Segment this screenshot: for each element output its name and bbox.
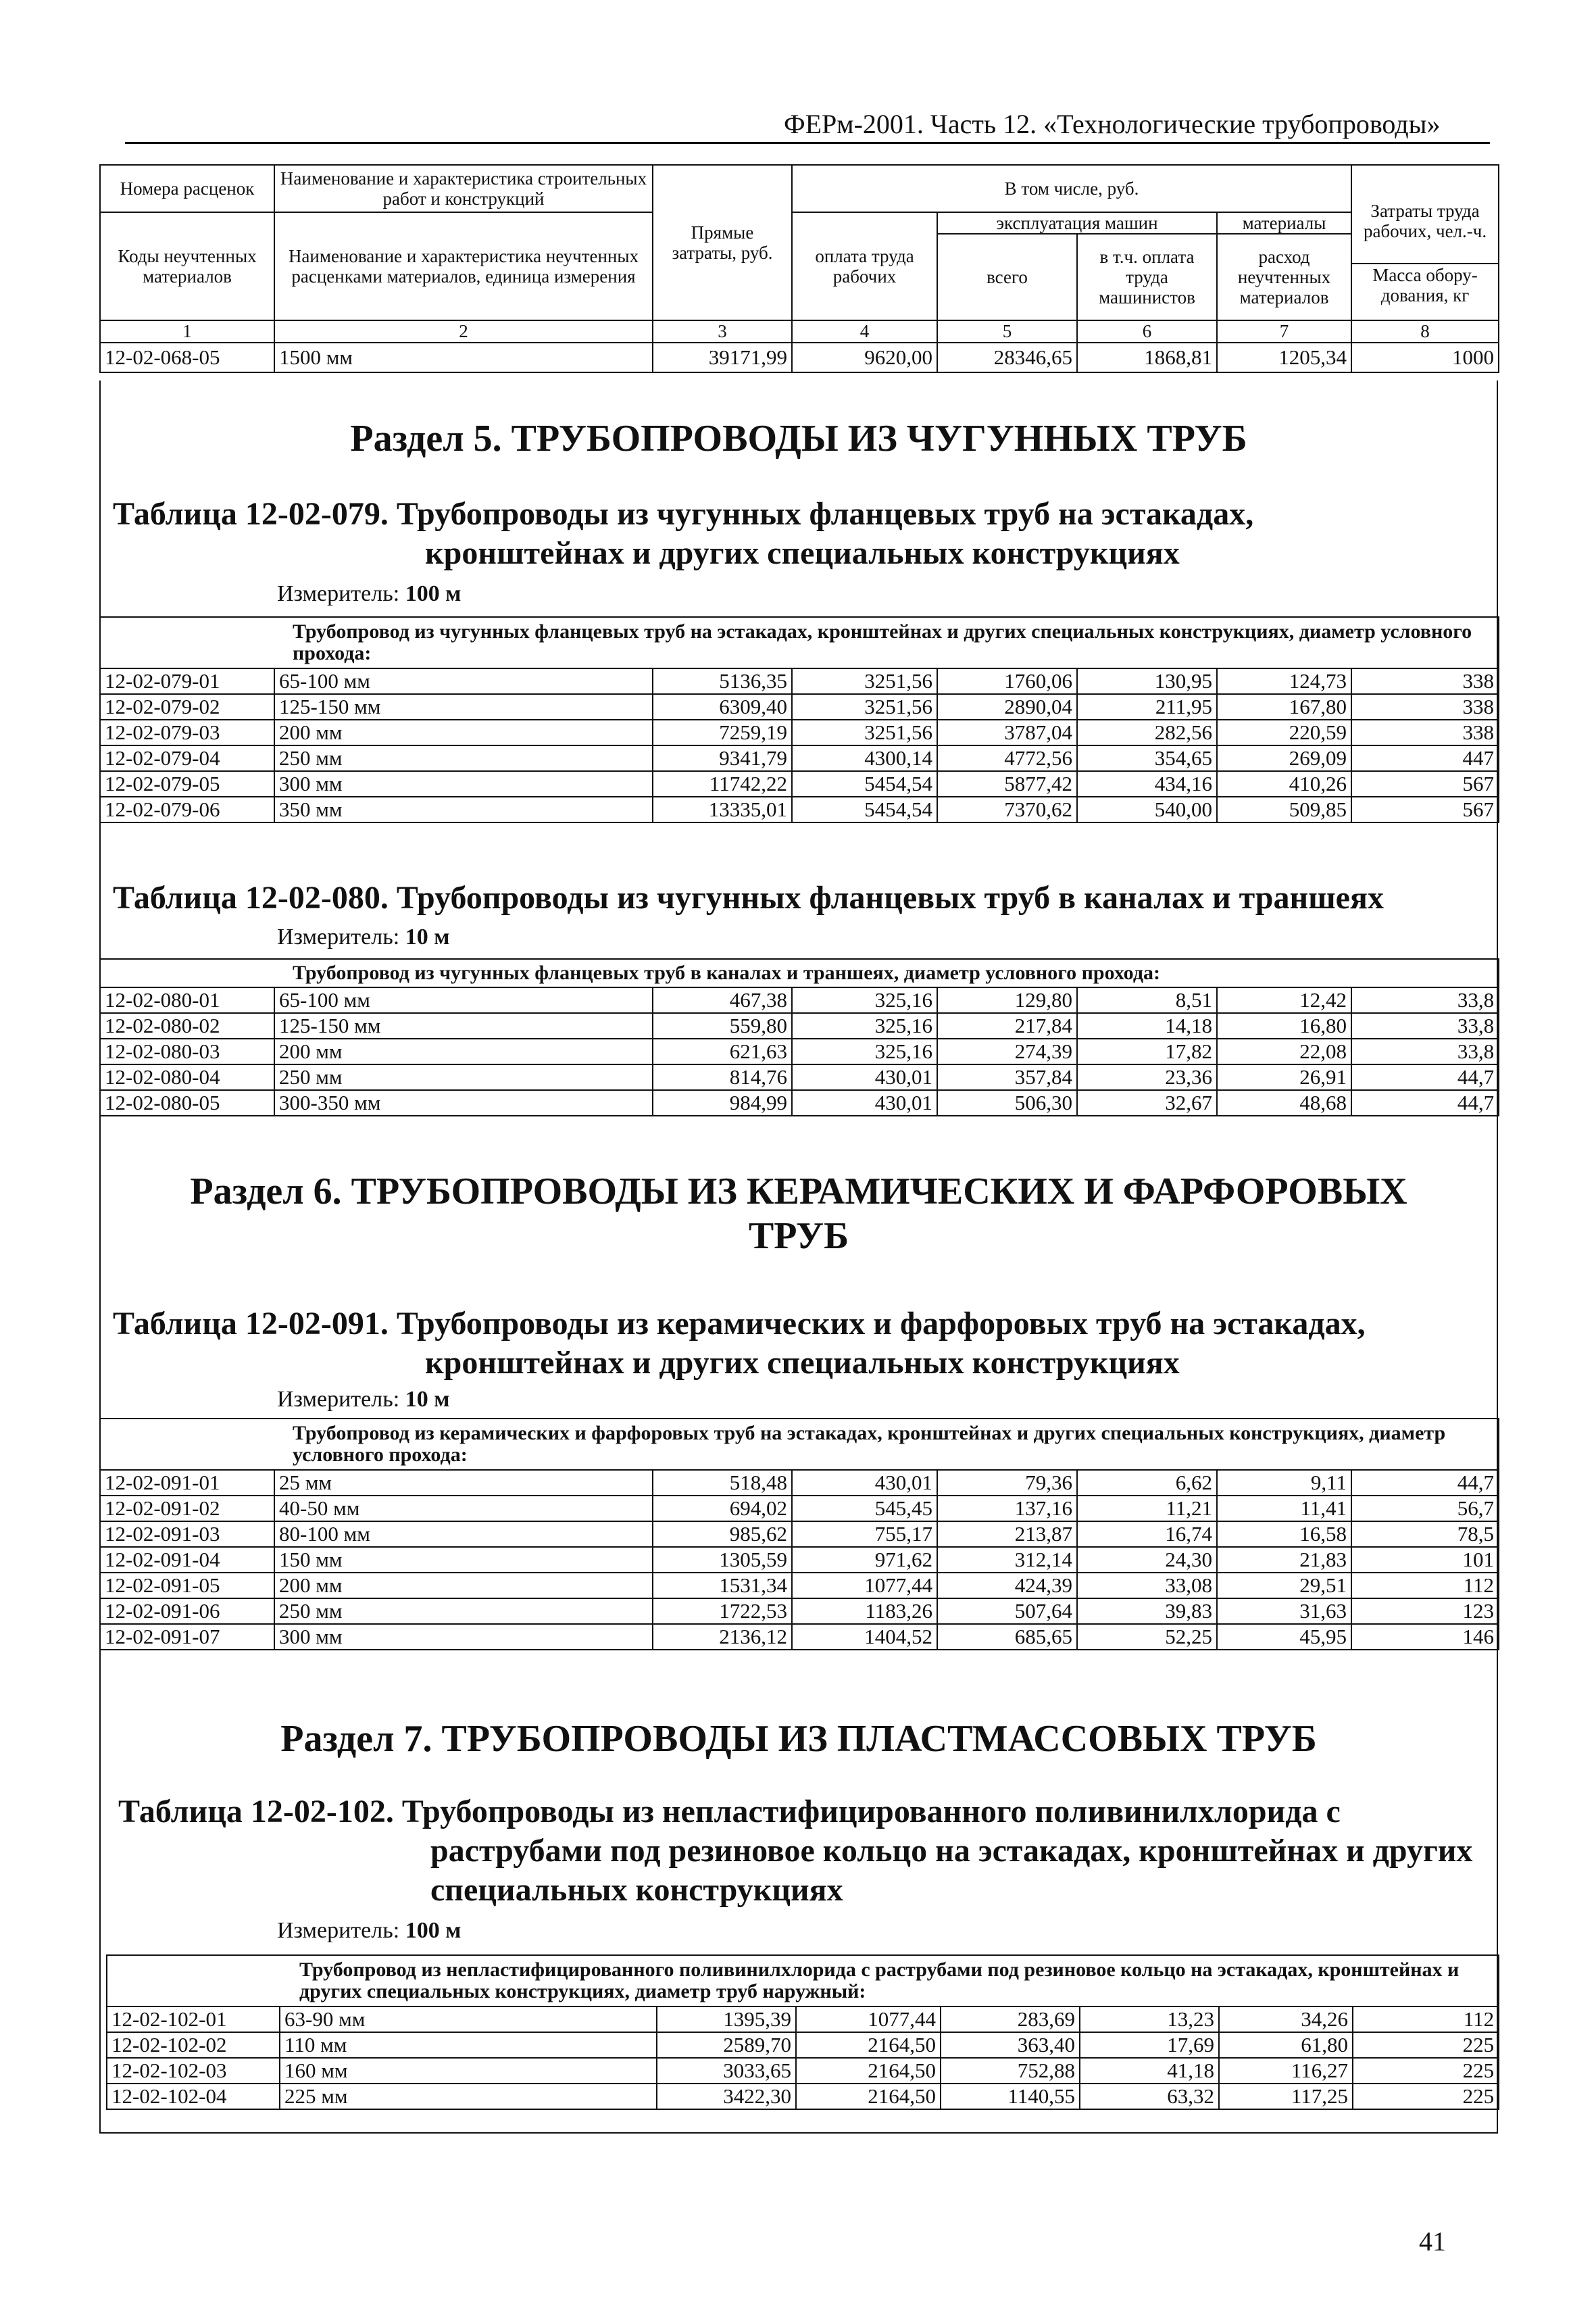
- cell-labor: 3251,56: [792, 694, 937, 720]
- cell-machines: 274,39: [937, 1039, 1077, 1064]
- cell-labor: 9620,00: [792, 343, 937, 372]
- cell-name: 200 мм: [274, 1573, 653, 1598]
- cell-hours: 112: [1353, 2007, 1499, 2032]
- cell-operators: 41,18: [1080, 2058, 1219, 2084]
- cell-direct: 2589,70: [657, 2032, 796, 2058]
- table-102-title-line3: специальных конструкциях: [430, 1872, 843, 1908]
- cell-direct: 467,38: [653, 987, 792, 1013]
- cell-code: 12-02-091-03: [100, 1521, 274, 1547]
- cell-materials: 31,63: [1217, 1598, 1351, 1624]
- cell-operators: 130,95: [1077, 668, 1217, 694]
- cell-code: 12-02-091-02: [100, 1496, 274, 1521]
- cell-machines: 752,88: [941, 2058, 1080, 2084]
- cell-hours: 112: [1351, 1573, 1499, 1598]
- head-c5: всего: [937, 234, 1077, 320]
- cell-operators: 33,08: [1077, 1573, 1217, 1598]
- unit-label: Измеритель:: [277, 925, 400, 950]
- table-102: [106, 1954, 1499, 2110]
- cell-labor: 1183,26: [792, 1598, 937, 1624]
- cell-labor: 1077,44: [792, 1573, 937, 1598]
- cell-materials: 11,41: [1217, 1496, 1351, 1521]
- cell-machines: 363,40: [941, 2032, 1080, 2058]
- table-row: [107, 2084, 1499, 2109]
- cell-operators: 14,18: [1077, 1013, 1217, 1039]
- table-091-unit: [277, 1387, 449, 1412]
- cell-labor: 2164,50: [796, 2084, 941, 2109]
- cell-direct: 13335,01: [653, 797, 792, 822]
- table-080-label: Таблица 12-02-080.: [113, 880, 389, 916]
- cell-hours: 225: [1353, 2058, 1499, 2084]
- cell-name: 300-350 мм: [274, 1090, 653, 1116]
- table-079: [99, 616, 1499, 823]
- cell-direct: 39171,99: [653, 343, 792, 372]
- cell-hours: 78,5: [1351, 1521, 1499, 1547]
- cell-operators: 16,74: [1077, 1521, 1217, 1547]
- table-102-title: [118, 1792, 1472, 1910]
- cell-code: 12-02-079-01: [100, 668, 274, 694]
- page-number: 41: [1419, 2226, 1446, 2257]
- cell-operators: 8,51: [1077, 987, 1217, 1013]
- cell-operators: 52,25: [1077, 1624, 1217, 1650]
- cell-direct: 9341,79: [653, 745, 792, 771]
- section-6-title: [99, 1169, 1498, 1258]
- cell-labor: 5454,54: [792, 797, 937, 822]
- cell-code: 12-02-079-06: [100, 797, 274, 822]
- cell-materials: 269,09: [1217, 745, 1351, 771]
- colnum-1: 1: [100, 320, 274, 343]
- head-incl: В том числе, руб.: [792, 165, 1351, 212]
- cell-direct: 1722,53: [653, 1598, 792, 1624]
- cell-name: 125-150 мм: [274, 1013, 653, 1039]
- cell-materials: 509,85: [1217, 797, 1351, 822]
- cell-machines: 28346,65: [937, 343, 1077, 372]
- cell-hours: 101: [1351, 1547, 1499, 1573]
- cell-direct: 5136,35: [653, 668, 792, 694]
- table-079-label: Таблица 12-02-079.: [113, 496, 389, 532]
- unit-label: Измеритель:: [277, 1918, 400, 1943]
- cell-direct: 559,80: [653, 1013, 792, 1039]
- cell-code: 12-02-102-02: [107, 2032, 280, 2058]
- cell-direct: 694,02: [653, 1496, 792, 1521]
- head-c2-top: Наименование и характеристика строительных работ и конструкций: [274, 165, 653, 212]
- cell-materials: 21,83: [1217, 1547, 1351, 1573]
- cell-labor: 2164,50: [796, 2032, 941, 2058]
- head-c8-bot: Масса обору-дования, кг: [1372, 264, 1478, 305]
- cell-materials: 12,42: [1217, 987, 1351, 1013]
- cell-materials: 116,27: [1219, 2058, 1353, 2084]
- cell-labor: 3251,56: [792, 668, 937, 694]
- cell-operators: 354,65: [1077, 745, 1217, 771]
- cell-direct: 1395,39: [657, 2007, 796, 2032]
- cell-machines: 685,65: [937, 1624, 1077, 1650]
- table-079-caption: Трубопровод из чугунных фланцевых труб на эстакадах, кронштейнах и других специальных конструкциях, диаметр условного прохода:: [100, 617, 1499, 668]
- colnum-8: 8: [1351, 320, 1499, 343]
- cell-name: 200 мм: [274, 1039, 653, 1064]
- cell-hours: 338: [1351, 720, 1499, 745]
- head-c3: Прямые затраты, руб.: [653, 165, 792, 320]
- cell-code: 12-02-079-05: [100, 771, 274, 797]
- cell-hours: 567: [1351, 797, 1499, 822]
- cell-code: 12-02-079-02: [100, 694, 274, 720]
- cell-materials: 22,08: [1217, 1039, 1351, 1064]
- cell-name: 160 мм: [280, 2058, 657, 2084]
- table-row: [100, 745, 1499, 771]
- table-row: [107, 2032, 1499, 2058]
- table-102-label: Таблица 12-02-102.: [118, 1794, 394, 1829]
- cell-labor: 545,45: [792, 1496, 937, 1521]
- cell-code: 12-02-080-04: [100, 1064, 274, 1090]
- cell-direct: 1305,59: [653, 1547, 792, 1573]
- cell-hours: 146: [1351, 1624, 1499, 1650]
- cell-materials: 9,11: [1217, 1470, 1351, 1496]
- cell-name: 150 мм: [274, 1547, 653, 1573]
- head-c8-top: Затраты труда рабочих, чел.-ч.: [1352, 180, 1498, 264]
- table-row: [100, 668, 1499, 694]
- unit-value: 10 м: [405, 925, 450, 950]
- cell-machines: 137,16: [937, 1496, 1077, 1521]
- cell-machines: 5877,42: [937, 771, 1077, 797]
- table-row: [100, 1470, 1499, 1496]
- cell-materials: 29,51: [1217, 1573, 1351, 1598]
- head-expl: эксплуатация машин: [937, 212, 1217, 234]
- table-091-title: [113, 1304, 1366, 1383]
- cell-name: 65-100 мм: [274, 987, 653, 1013]
- cell-machines: 217,84: [937, 1013, 1077, 1039]
- cell-materials: 1205,34: [1217, 343, 1351, 372]
- table-079-title: [113, 495, 1253, 573]
- cell-operators: 63,32: [1080, 2084, 1219, 2109]
- cell-operators: 13,23: [1080, 2007, 1219, 2032]
- cell-name: 80-100 мм: [274, 1521, 653, 1547]
- table-091: [99, 1418, 1499, 1650]
- table-079-title-line1: Трубопроводы из чугунных фланцевых труб на эстакадах,: [396, 496, 1254, 532]
- cell-labor: 971,62: [792, 1547, 937, 1573]
- cell-operators: 1868,81: [1077, 343, 1217, 372]
- colnum-4: 4: [792, 320, 937, 343]
- cell-machines: 283,69: [941, 2007, 1080, 2032]
- section-5-title: Раздел 5. ТРУБОПРОВОДЫ ИЗ ЧУГУННЫХ ТРУБ: [350, 418, 1247, 460]
- table-row: [100, 1064, 1499, 1090]
- cell-hours: 338: [1351, 668, 1499, 694]
- table-080: [99, 958, 1499, 1116]
- cell-direct: 3422,30: [657, 2084, 796, 2109]
- table-079-title-line2: кронштейнах и других специальных конструкциях: [425, 535, 1180, 571]
- unit-label: Измеритель:: [277, 1387, 400, 1412]
- table-row: [100, 1496, 1499, 1521]
- cell-machines: 2890,04: [937, 694, 1077, 720]
- cell-labor: 1404,52: [792, 1624, 937, 1650]
- table-080-title-line1: Трубопроводы из чугунных фланцевых труб в каналах и траншеях: [396, 880, 1384, 916]
- cell-hours: 33,8: [1351, 987, 1499, 1013]
- cell-direct: 6309,40: [653, 694, 792, 720]
- unit-label: Измеритель:: [277, 581, 400, 606]
- cell-materials: 410,26: [1217, 771, 1351, 797]
- head-c1-bot: Коды неучтенных материалов: [100, 212, 274, 320]
- cell-machines: 424,39: [937, 1573, 1077, 1598]
- cell-code: 12-02-102-01: [107, 2007, 280, 2032]
- table-102-caption: Трубопровод из непластифицированного поливинилхлорида с раструбами под резиновое кольцо на эстакадах, кронштейнах и других специальных конструкциях, диаметр труб наружный:: [107, 1955, 1499, 2007]
- cell-name: 125-150 мм: [274, 694, 653, 720]
- table-row: [100, 797, 1499, 822]
- cell-direct: 11742,22: [653, 771, 792, 797]
- table-091-label: Таблица 12-02-091.: [113, 1306, 389, 1341]
- cell-materials: 45,95: [1217, 1624, 1351, 1650]
- cell-code: 12-02-102-03: [107, 2058, 280, 2084]
- head-c6: в т.ч. оплата труда машинистов: [1077, 234, 1217, 320]
- cell-materials: 124,73: [1217, 668, 1351, 694]
- cell-labor: 325,16: [792, 1039, 937, 1064]
- cell-labor: 430,01: [792, 1064, 937, 1090]
- section-6-title-line2: ТРУБ: [748, 1215, 849, 1257]
- cell-direct: 1531,34: [653, 1573, 792, 1598]
- cell-name: 63-90 мм: [280, 2007, 657, 2032]
- cell-labor: 2164,50: [796, 2058, 941, 2084]
- cell-operators: 39,83: [1077, 1598, 1217, 1624]
- cell-operators: 32,67: [1077, 1090, 1217, 1116]
- cell-operators: 23,36: [1077, 1064, 1217, 1090]
- cell-materials: 48,68: [1217, 1090, 1351, 1116]
- cell-machines: 507,64: [937, 1598, 1077, 1624]
- table-080-caption: Трубопровод из чугунных фланцевых труб в каналах и траншеях, диаметр условного прохода:: [100, 959, 1499, 987]
- cell-hours: 225: [1353, 2032, 1499, 2058]
- cell-labor: 1077,44: [796, 2007, 941, 2032]
- colnum-5: 5: [937, 320, 1077, 343]
- head-mat: материалы: [1217, 212, 1351, 234]
- cell-direct: 7259,19: [653, 720, 792, 745]
- table-row: [100, 1547, 1499, 1573]
- table-row: [100, 720, 1499, 745]
- table-091-title-line1: Трубопроводы из керамических и фарфоровых труб на эстакадах,: [396, 1306, 1366, 1341]
- cell-machines: 79,36: [937, 1470, 1077, 1496]
- table-row: [100, 1624, 1499, 1650]
- cell-name: 1500 мм: [274, 343, 653, 372]
- cell-code: 12-02-091-01: [100, 1470, 274, 1496]
- cell-direct: 2136,12: [653, 1624, 792, 1650]
- unit-value: 100 м: [405, 581, 462, 606]
- cell-labor: 325,16: [792, 1013, 937, 1039]
- cell-direct: 985,62: [653, 1521, 792, 1547]
- cell-code: 12-02-079-03: [100, 720, 274, 745]
- cell-name: 250 мм: [274, 1064, 653, 1090]
- cell-machines: 357,84: [937, 1064, 1077, 1090]
- cell-operators: 11,21: [1077, 1496, 1217, 1521]
- cell-hours: 225: [1353, 2084, 1499, 2109]
- cell-hours: 447: [1351, 745, 1499, 771]
- cell-code: 12-02-080-03: [100, 1039, 274, 1064]
- cell-labor: 3251,56: [792, 720, 937, 745]
- table-row: [100, 1090, 1499, 1116]
- cell-labor: 5454,54: [792, 771, 937, 797]
- cell-hours: 33,8: [1351, 1039, 1499, 1064]
- cell-machines: 129,80: [937, 987, 1077, 1013]
- head-c2-bot: Наименование и характеристика неучтенных расценками материалов, единица измерения: [274, 212, 653, 320]
- head-c1-top: Номера расценок: [100, 165, 274, 212]
- unit-value: 100 м: [405, 1918, 462, 1943]
- cell-name: 65-100 мм: [274, 668, 653, 694]
- cell-direct: 814,76: [653, 1064, 792, 1090]
- cell-direct: 621,63: [653, 1039, 792, 1064]
- table-row: [100, 343, 1499, 372]
- table-row: [107, 2007, 1499, 2032]
- section-7-title: Раздел 7. ТРУБОПРОВОДЫ ИЗ ПЛАСТМАССОВЫХ ТРУБ: [280, 1718, 1317, 1760]
- head-c7: расход неучтенных материалов: [1217, 234, 1351, 320]
- head-c4: оплата труда рабочих: [792, 212, 937, 320]
- cell-materials: 117,25: [1219, 2084, 1353, 2109]
- cell-direct: 3033,65: [657, 2058, 796, 2084]
- cell-name: 350 мм: [274, 797, 653, 822]
- cell-machines: 3787,04: [937, 720, 1077, 745]
- cell-code: 12-02-080-02: [100, 1013, 274, 1039]
- cell-code: 12-02-068-05: [100, 343, 274, 372]
- cell-materials: 16,58: [1217, 1521, 1351, 1547]
- section-6-title-line1: Раздел 6. ТРУБОПРОВОДЫ ИЗ КЕРАМИЧЕСКИХ И ФАРФОРОВЫХ: [190, 1171, 1407, 1212]
- cell-code: 12-02-102-04: [107, 2084, 280, 2109]
- cell-machines: 4772,56: [937, 745, 1077, 771]
- cell-direct: 518,48: [653, 1470, 792, 1496]
- cell-materials: 61,80: [1219, 2032, 1353, 2058]
- table-091-caption: Трубопровод из керамических и фарфоровых труб на эстакадах, кронштейнах и других специальных конструкциях, диаметр условного прохода:: [100, 1419, 1499, 1470]
- cell-operators: 6,62: [1077, 1470, 1217, 1496]
- cell-operators: 540,00: [1077, 797, 1217, 822]
- cell-labor: 4300,14: [792, 745, 937, 771]
- cell-name: 200 мм: [274, 720, 653, 745]
- table-102-unit: [277, 1918, 461, 1944]
- cell-materials: 34,26: [1219, 2007, 1353, 2032]
- table-row: [100, 1013, 1499, 1039]
- cell-hours: 44,7: [1351, 1470, 1499, 1496]
- cell-name: 25 мм: [274, 1470, 653, 1496]
- cell-operators: 434,16: [1077, 771, 1217, 797]
- colnum-7: 7: [1217, 320, 1351, 343]
- cell-hours: 44,7: [1351, 1090, 1499, 1116]
- cell-name: 225 мм: [280, 2084, 657, 2109]
- cell-name: 110 мм: [280, 2032, 657, 2058]
- cell-code: 12-02-091-05: [100, 1573, 274, 1598]
- cell-materials: 16,80: [1217, 1013, 1351, 1039]
- colnum-6: 6: [1077, 320, 1217, 343]
- cell-name: 300 мм: [274, 771, 653, 797]
- cell-labor: 755,17: [792, 1521, 937, 1547]
- table-row: [100, 1598, 1499, 1624]
- cell-materials: 220,59: [1217, 720, 1351, 745]
- cell-operators: 282,56: [1077, 720, 1217, 745]
- cell-name: 250 мм: [274, 745, 653, 771]
- cell-labor: 325,16: [792, 987, 937, 1013]
- unit-value: 10 м: [405, 1387, 450, 1412]
- cell-operators: 17,69: [1080, 2032, 1219, 2058]
- cell-hours: 567: [1351, 771, 1499, 797]
- cell-hours: 44,7: [1351, 1064, 1499, 1090]
- cell-machines: 1760,06: [937, 668, 1077, 694]
- table-row: [100, 1039, 1499, 1064]
- cell-labor: 430,01: [792, 1090, 937, 1116]
- cell-code: 12-02-091-07: [100, 1624, 274, 1650]
- cell-hours: 33,8: [1351, 1013, 1499, 1039]
- cell-machines: 312,14: [937, 1547, 1077, 1573]
- cell-machines: 213,87: [937, 1521, 1077, 1547]
- colnum-3: 3: [653, 320, 792, 343]
- table-row: [100, 694, 1499, 720]
- table-102-title-line1: Трубопроводы из непластифицированного поливинилхлорида с: [401, 1794, 1341, 1829]
- cell-machines: 1140,55: [941, 2084, 1080, 2109]
- table-row: [100, 1573, 1499, 1598]
- cell-code: 12-02-080-01: [100, 987, 274, 1013]
- cell-operators: 211,95: [1077, 694, 1217, 720]
- cell-hours: 338: [1351, 694, 1499, 720]
- column-header-table: [99, 164, 1499, 373]
- table-102-title-line2: раструбами под резиновое кольцо на эстакадах, кронштейнах и других: [430, 1833, 1473, 1869]
- cell-name: 300 мм: [274, 1624, 653, 1650]
- head-c8: [1351, 165, 1499, 320]
- table-091-title-line2: кронштейнах и других специальных конструкциях: [425, 1345, 1180, 1381]
- cell-machines: 7370,62: [937, 797, 1077, 822]
- header-rule: [125, 142, 1490, 144]
- colnum-2: 2: [274, 320, 653, 343]
- cell-hours: 123: [1351, 1598, 1499, 1624]
- table-080-unit: [277, 925, 449, 950]
- cell-direct: 984,99: [653, 1090, 792, 1116]
- cell-code: 12-02-091-06: [100, 1598, 274, 1624]
- cell-materials: 26,91: [1217, 1064, 1351, 1090]
- table-row: [107, 2058, 1499, 2084]
- cell-labor: 430,01: [792, 1470, 937, 1496]
- cell-machines: 506,30: [937, 1090, 1077, 1116]
- cell-name: 250 мм: [274, 1598, 653, 1624]
- cell-name: 40-50 мм: [274, 1496, 653, 1521]
- table-row: [100, 1521, 1499, 1547]
- cell-code: 12-02-091-04: [100, 1547, 274, 1573]
- cell-code: 12-02-079-04: [100, 745, 274, 771]
- table-row: [100, 987, 1499, 1013]
- cell-materials: 167,80: [1217, 694, 1351, 720]
- table-080-title: [113, 879, 1384, 918]
- cell-hours: 1000: [1351, 343, 1499, 372]
- cell-operators: 24,30: [1077, 1547, 1217, 1573]
- cell-hours: 56,7: [1351, 1496, 1499, 1521]
- table-079-unit: [277, 581, 461, 607]
- cell-code: 12-02-080-05: [100, 1090, 274, 1116]
- cell-operators: 17,82: [1077, 1039, 1217, 1064]
- page-header: ФЕРм-2001. Часть 12. «Технологические трубопроводы»: [784, 109, 1441, 139]
- table-row: [100, 771, 1499, 797]
